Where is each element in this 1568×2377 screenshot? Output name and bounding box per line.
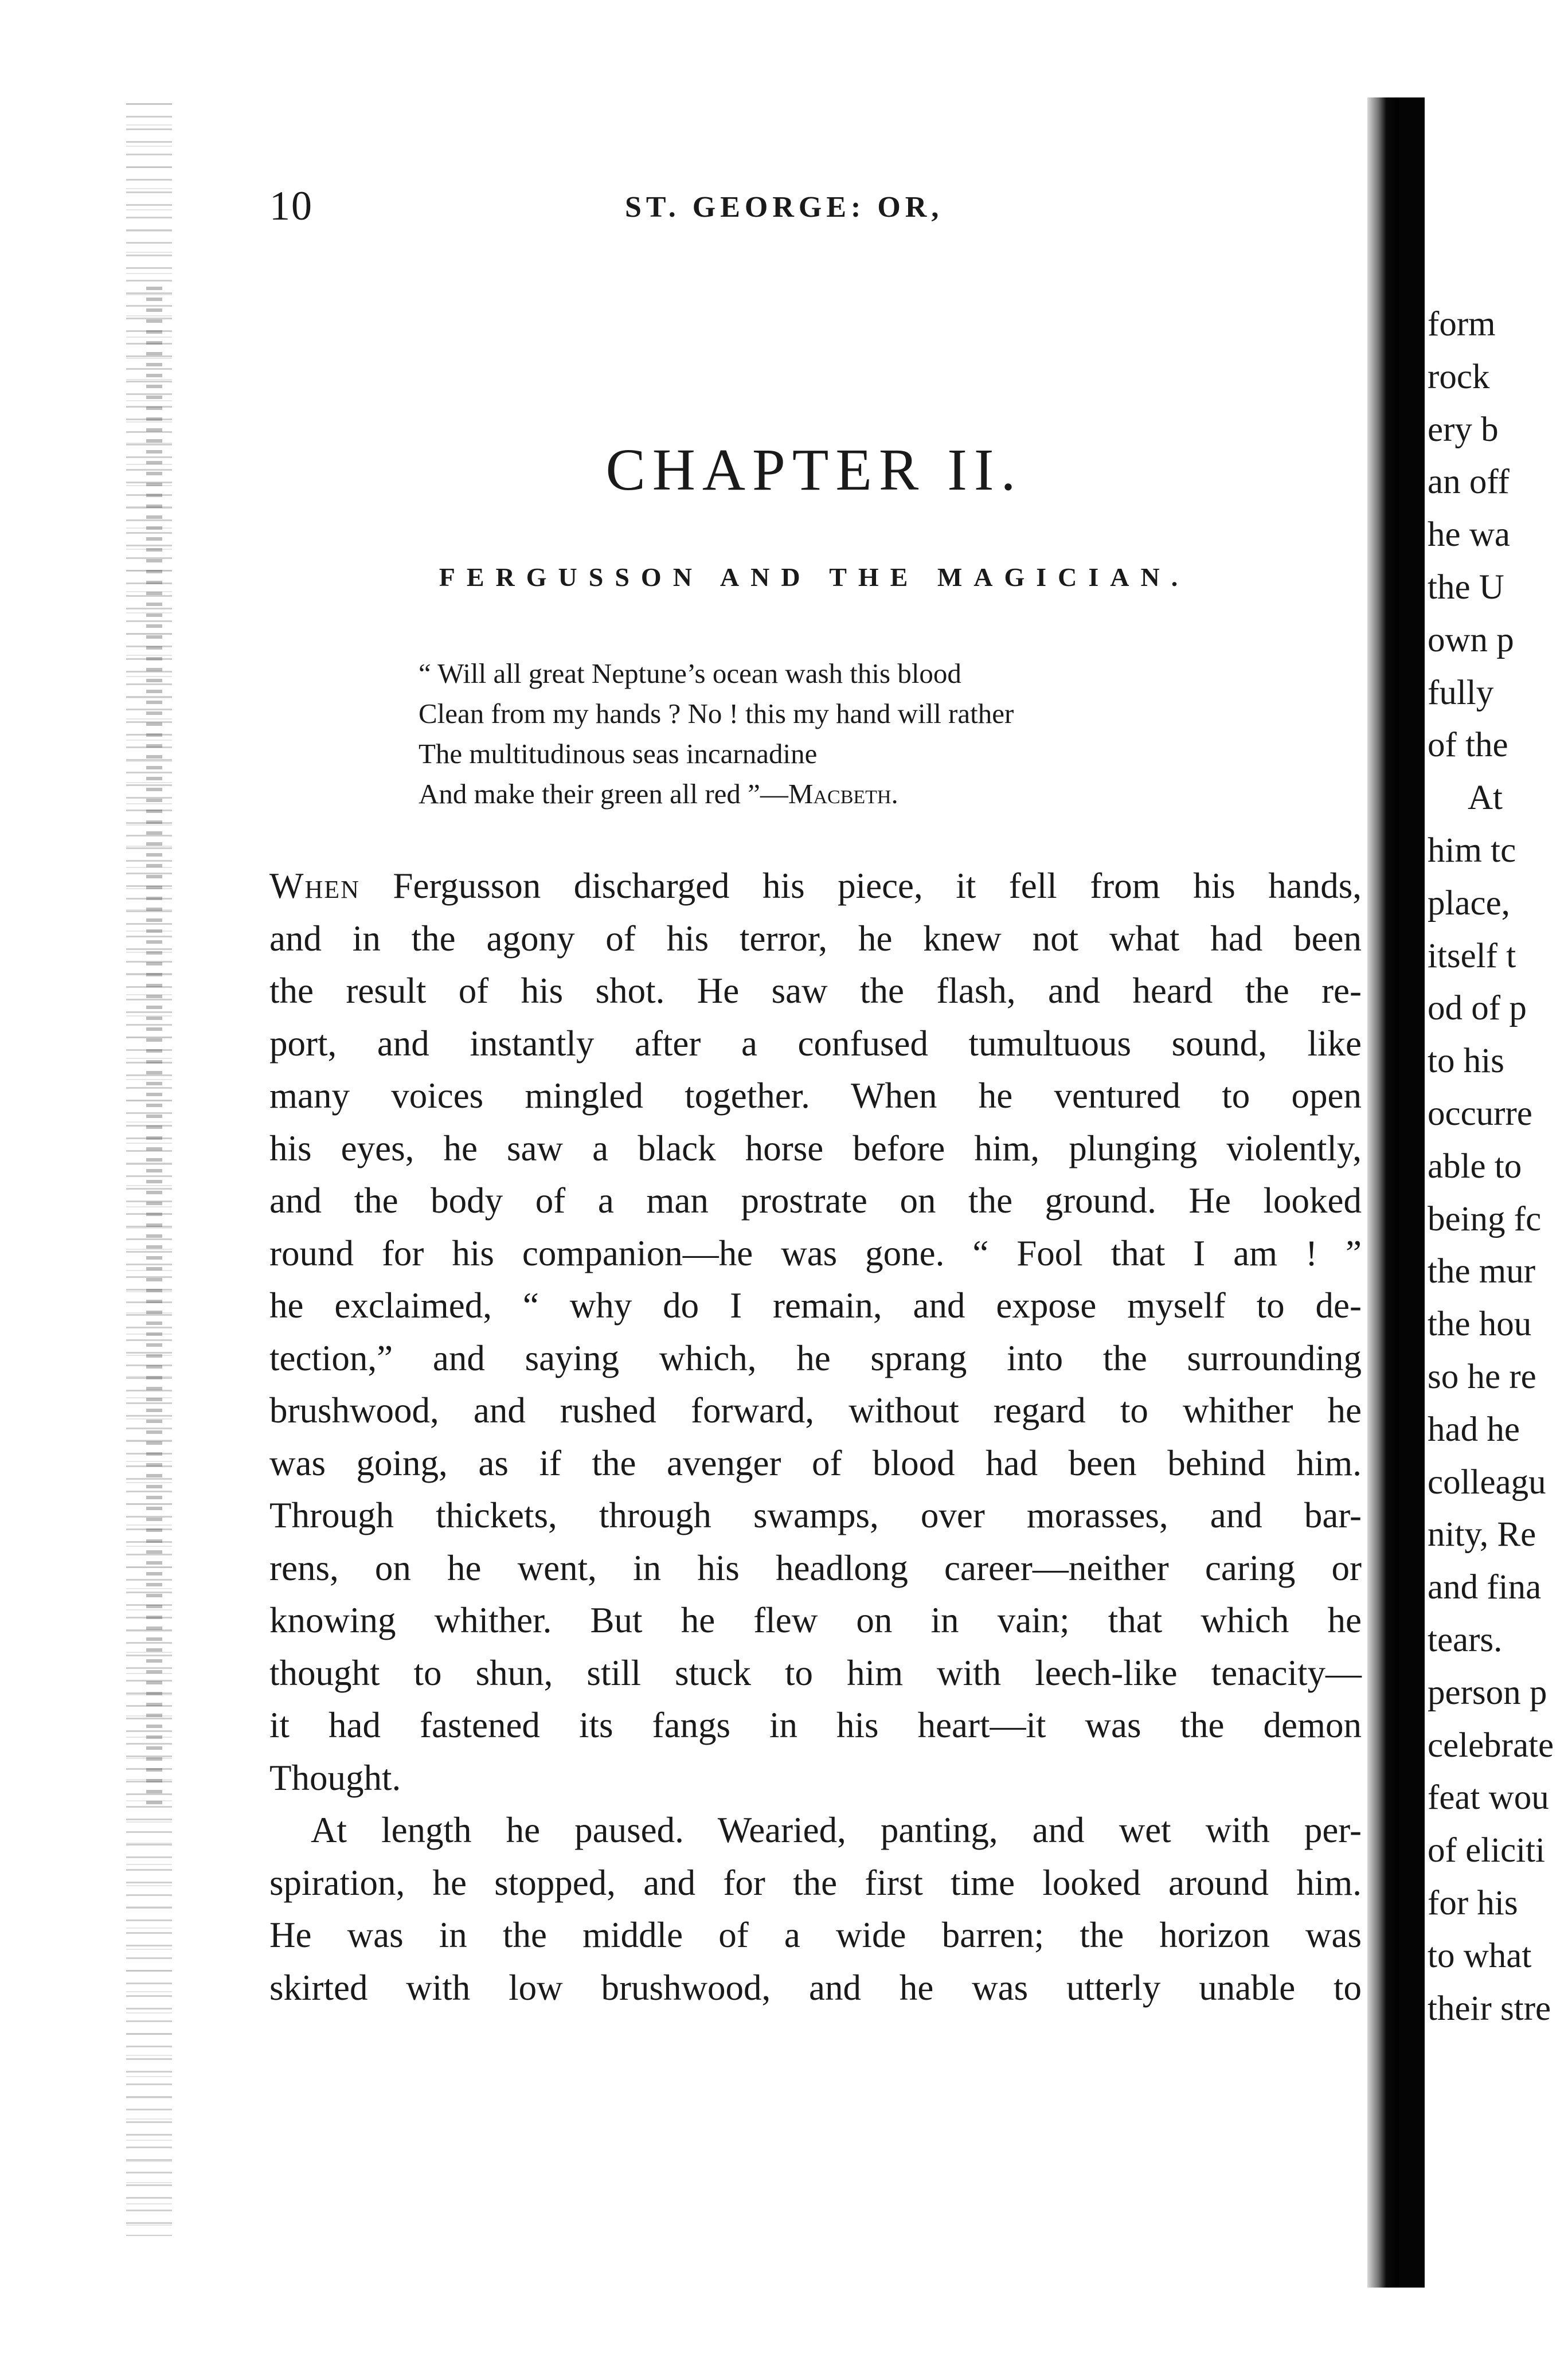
body-line: was going, as if the avenger of blood had been behind him. bbox=[269, 1442, 1362, 1483]
facing-line: able to bbox=[1428, 1147, 1522, 1186]
facing-line: to what bbox=[1428, 1936, 1532, 1975]
facing-line: person p bbox=[1428, 1673, 1547, 1712]
epigraph-line: And make their green all red ”— bbox=[419, 778, 788, 810]
facing-line: own p bbox=[1428, 620, 1514, 659]
body-line: round for his companion—he was gone. “ Fool that I am ! ” bbox=[269, 1233, 1362, 1273]
facing-line: occurre bbox=[1428, 1094, 1532, 1133]
body-line: Thought. bbox=[269, 1757, 401, 1798]
facing-line: celebrate bbox=[1428, 1726, 1554, 1765]
left-margin-scan-noise-2 bbox=[146, 287, 162, 1806]
facing-line: had he bbox=[1428, 1410, 1520, 1449]
epigraph bbox=[419, 654, 1221, 814]
facing-line: the mur bbox=[1428, 1252, 1536, 1291]
body-line: port, and instantly after a confused tumultuous sound, like bbox=[269, 1023, 1362, 1064]
body-line: many voices mingled together. When he ventured to open bbox=[269, 1076, 1362, 1116]
running-head: ST. GEORGE: OR, bbox=[625, 191, 944, 224]
chapter-subtitle: FERGUSSON AND THE MAGICIAN. bbox=[439, 562, 1190, 592]
epigraph-line: Clean from my hands ? No ! this my hand will rather bbox=[419, 698, 1014, 729]
body-line: the result of his shot. He saw the flash, and heard the re- bbox=[269, 971, 1362, 1011]
body-line: knowing whither. But he flew on in vain; that which he bbox=[269, 1600, 1362, 1640]
facing-line: their stre bbox=[1428, 1989, 1551, 2028]
facing-line: ery b bbox=[1428, 410, 1499, 449]
facing-line: of the bbox=[1428, 726, 1508, 765]
page-header bbox=[269, 182, 1359, 245]
body-line: brushwood, and rushed forward, without regard to whither he bbox=[269, 1390, 1362, 1430]
body-line: skirted with low brushwood, and he was utterly unable to bbox=[269, 1967, 1362, 2008]
epigraph-line: “ Will all great Neptune’s ocean wash this blood bbox=[419, 658, 961, 689]
facing-line: for his bbox=[1428, 1883, 1518, 1922]
body-line: it had fastened its fangs in his heart—it was the demon bbox=[269, 1705, 1362, 1745]
facing-line: and fina bbox=[1428, 1568, 1542, 1607]
body-text bbox=[269, 860, 1362, 2014]
body-line: thought to shun, still stuck to him with leech-like tenacity— bbox=[269, 1652, 1362, 1693]
body-line: When Fergusson discharged his piece, it fell from his hands, bbox=[269, 866, 1362, 906]
body-line: tection,” and saying which, he sprang into the surrounding bbox=[269, 1338, 1362, 1378]
facing-line: place, bbox=[1428, 883, 1510, 922]
body-line: his eyes, he saw a black horse before him, plunging violently, bbox=[269, 1128, 1362, 1168]
facing-line: colleagu bbox=[1428, 1463, 1546, 1502]
facing-line: so he re bbox=[1428, 1357, 1536, 1396]
facing-line: he wa bbox=[1428, 515, 1510, 554]
facing-line: feat wou bbox=[1428, 1778, 1549, 1817]
facing-line: the hou bbox=[1428, 1305, 1532, 1344]
epigraph-line: The multitudinous seas incarnadine bbox=[419, 738, 818, 769]
body-line: and in the agony of his terror, he knew not what had been bbox=[269, 918, 1362, 959]
body-line: He was in the middle of a wide barren; the horizon was bbox=[269, 1915, 1362, 1955]
page-number: 10 bbox=[269, 183, 313, 229]
body-line: At length he paused. Wearied, panting, and wet with per- bbox=[311, 1810, 1362, 1850]
facing-line: fully bbox=[1428, 673, 1494, 712]
facing-line: nity, Re bbox=[1428, 1515, 1536, 1554]
facing-page-fragment bbox=[1428, 298, 1568, 2035]
binding-gutter-shadow bbox=[1367, 97, 1399, 2288]
body-line: Through thickets, through swamps, over morasses, and bar- bbox=[269, 1495, 1362, 1535]
facing-line: form bbox=[1428, 305, 1496, 343]
body-line: spiration, he stopped, and for the first time looked around him. bbox=[269, 1862, 1362, 1903]
facing-line: the U bbox=[1428, 568, 1504, 607]
chapter-title: CHAPTER II. bbox=[605, 437, 1023, 503]
facing-line: being fc bbox=[1428, 1199, 1542, 1238]
facing-line: tears. bbox=[1428, 1620, 1503, 1659]
body-line: and the body of a man prostrate on the ground. He looked bbox=[269, 1180, 1362, 1221]
epigraph-attribution: Macbeth. bbox=[788, 778, 898, 810]
body-line: he exclaimed, “ why do I remain, and expose myself to de- bbox=[269, 1285, 1362, 1326]
facing-line: an off bbox=[1428, 463, 1510, 502]
epigraph-line-last bbox=[419, 774, 1221, 814]
binding-gutter bbox=[1399, 97, 1425, 2288]
facing-line: of eliciti bbox=[1428, 1831, 1545, 1870]
facing-line: itself t bbox=[1428, 936, 1516, 975]
facing-line: At bbox=[1468, 779, 1503, 818]
facing-line: him tc bbox=[1428, 831, 1516, 870]
facing-line: rock bbox=[1428, 357, 1490, 396]
facing-line: to his bbox=[1428, 1042, 1504, 1081]
body-line: rens, on he went, in his headlong career—neither caring or bbox=[269, 1547, 1362, 1588]
opening-word: When bbox=[269, 866, 360, 906]
facing-line: od of p bbox=[1428, 989, 1527, 1028]
